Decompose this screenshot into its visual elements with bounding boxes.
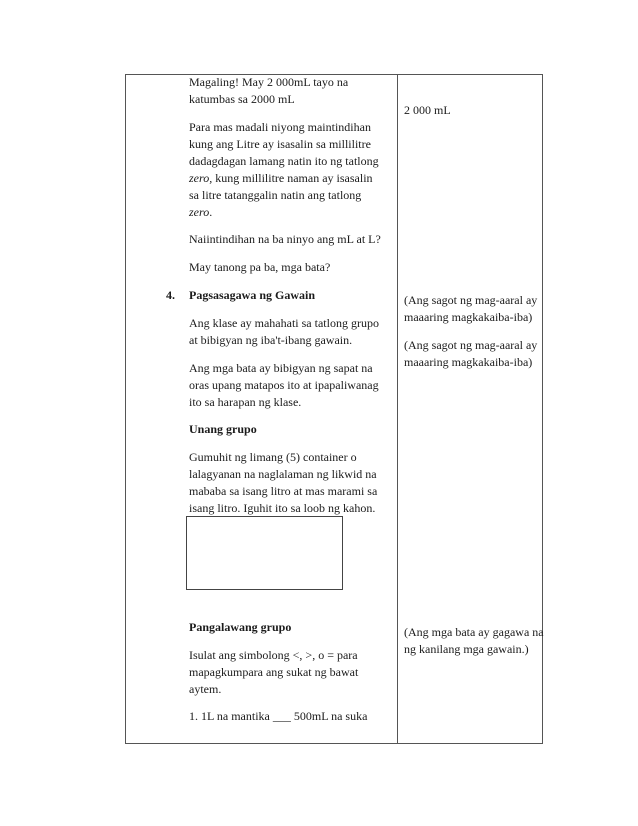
text-line: at bibigyan ng iba't-ibang gawain. xyxy=(189,333,353,347)
section-title: Pagsasagawa ng Gawain xyxy=(189,288,316,302)
group-title: Unang grupo xyxy=(189,422,257,436)
text-line: Isulat ang simbolong <, >, o = para xyxy=(189,648,358,662)
text-line: Naiintindihan na ba ninyo ang mL at L? xyxy=(189,232,381,246)
text-line: sa litre tatanggalin natin ang tatlong xyxy=(189,188,362,202)
answer-text: 2 000 mL xyxy=(404,103,451,117)
answer-text: maaaring magkakaiba-iba) xyxy=(404,355,533,369)
text-line: lalagyanan na naglalaman ng likwid na xyxy=(189,467,377,481)
italic-zero: zero, xyxy=(189,171,213,185)
text-line: kung ang Litre ay isasalin sa millilitre xyxy=(189,137,371,151)
text-line: aytem. xyxy=(189,682,222,696)
answer-text: maaaring magkakaiba-iba) xyxy=(404,310,533,324)
text-line: Gumuhit ng limang (5) container o xyxy=(189,450,357,464)
text-line: mapagkumpara ang sukat ng bawat xyxy=(189,665,359,679)
text-line: Ang klase ay mahahati sa tatlong grupo xyxy=(189,316,379,330)
group-title: Pangalawang grupo xyxy=(189,620,292,634)
drawing-box xyxy=(186,516,343,590)
text-line: ito sa harapan ng klase. xyxy=(189,395,302,409)
answer-text: ng kanilang mga gawain.) xyxy=(404,642,529,656)
text-line: Para mas madali niyong maintindihan xyxy=(189,120,371,134)
section-number: 4. xyxy=(166,288,175,302)
text-line: May tanong pa ba, mga bata? xyxy=(189,260,331,274)
text-line: zero. xyxy=(189,205,213,219)
text-line: katumbas sa 2000 mL xyxy=(189,92,295,106)
list-item: 1. 1L na mantika ___ 500mL na suka xyxy=(189,709,368,723)
text-line: dadagdagan lamang natin ito ng tatlong xyxy=(189,154,379,168)
answer-text: (Ang sagot ng mag-aaral ay xyxy=(404,338,538,352)
column-divider xyxy=(397,74,398,744)
answer-text: (Ang sagot ng mag-aaral ay xyxy=(404,293,538,307)
text-line: Magaling! May 2 000mL tayo na xyxy=(189,75,349,89)
text-line: zero, kung millilitre naman ay isasalin xyxy=(189,171,373,185)
text-line: mababa sa isang litro at mas marami sa xyxy=(189,484,378,498)
italic-zero: zero xyxy=(189,205,210,219)
text-line: isang litro. Iguhit ito sa loob ng kahon. xyxy=(189,501,376,515)
answer-text: (Ang mga bata ay gagawa na xyxy=(404,625,544,639)
text-line: Ang mga bata ay bibigyan ng sapat na xyxy=(189,361,373,375)
text-line: oras upang matapos ito at ipapaliwanag xyxy=(189,378,379,392)
